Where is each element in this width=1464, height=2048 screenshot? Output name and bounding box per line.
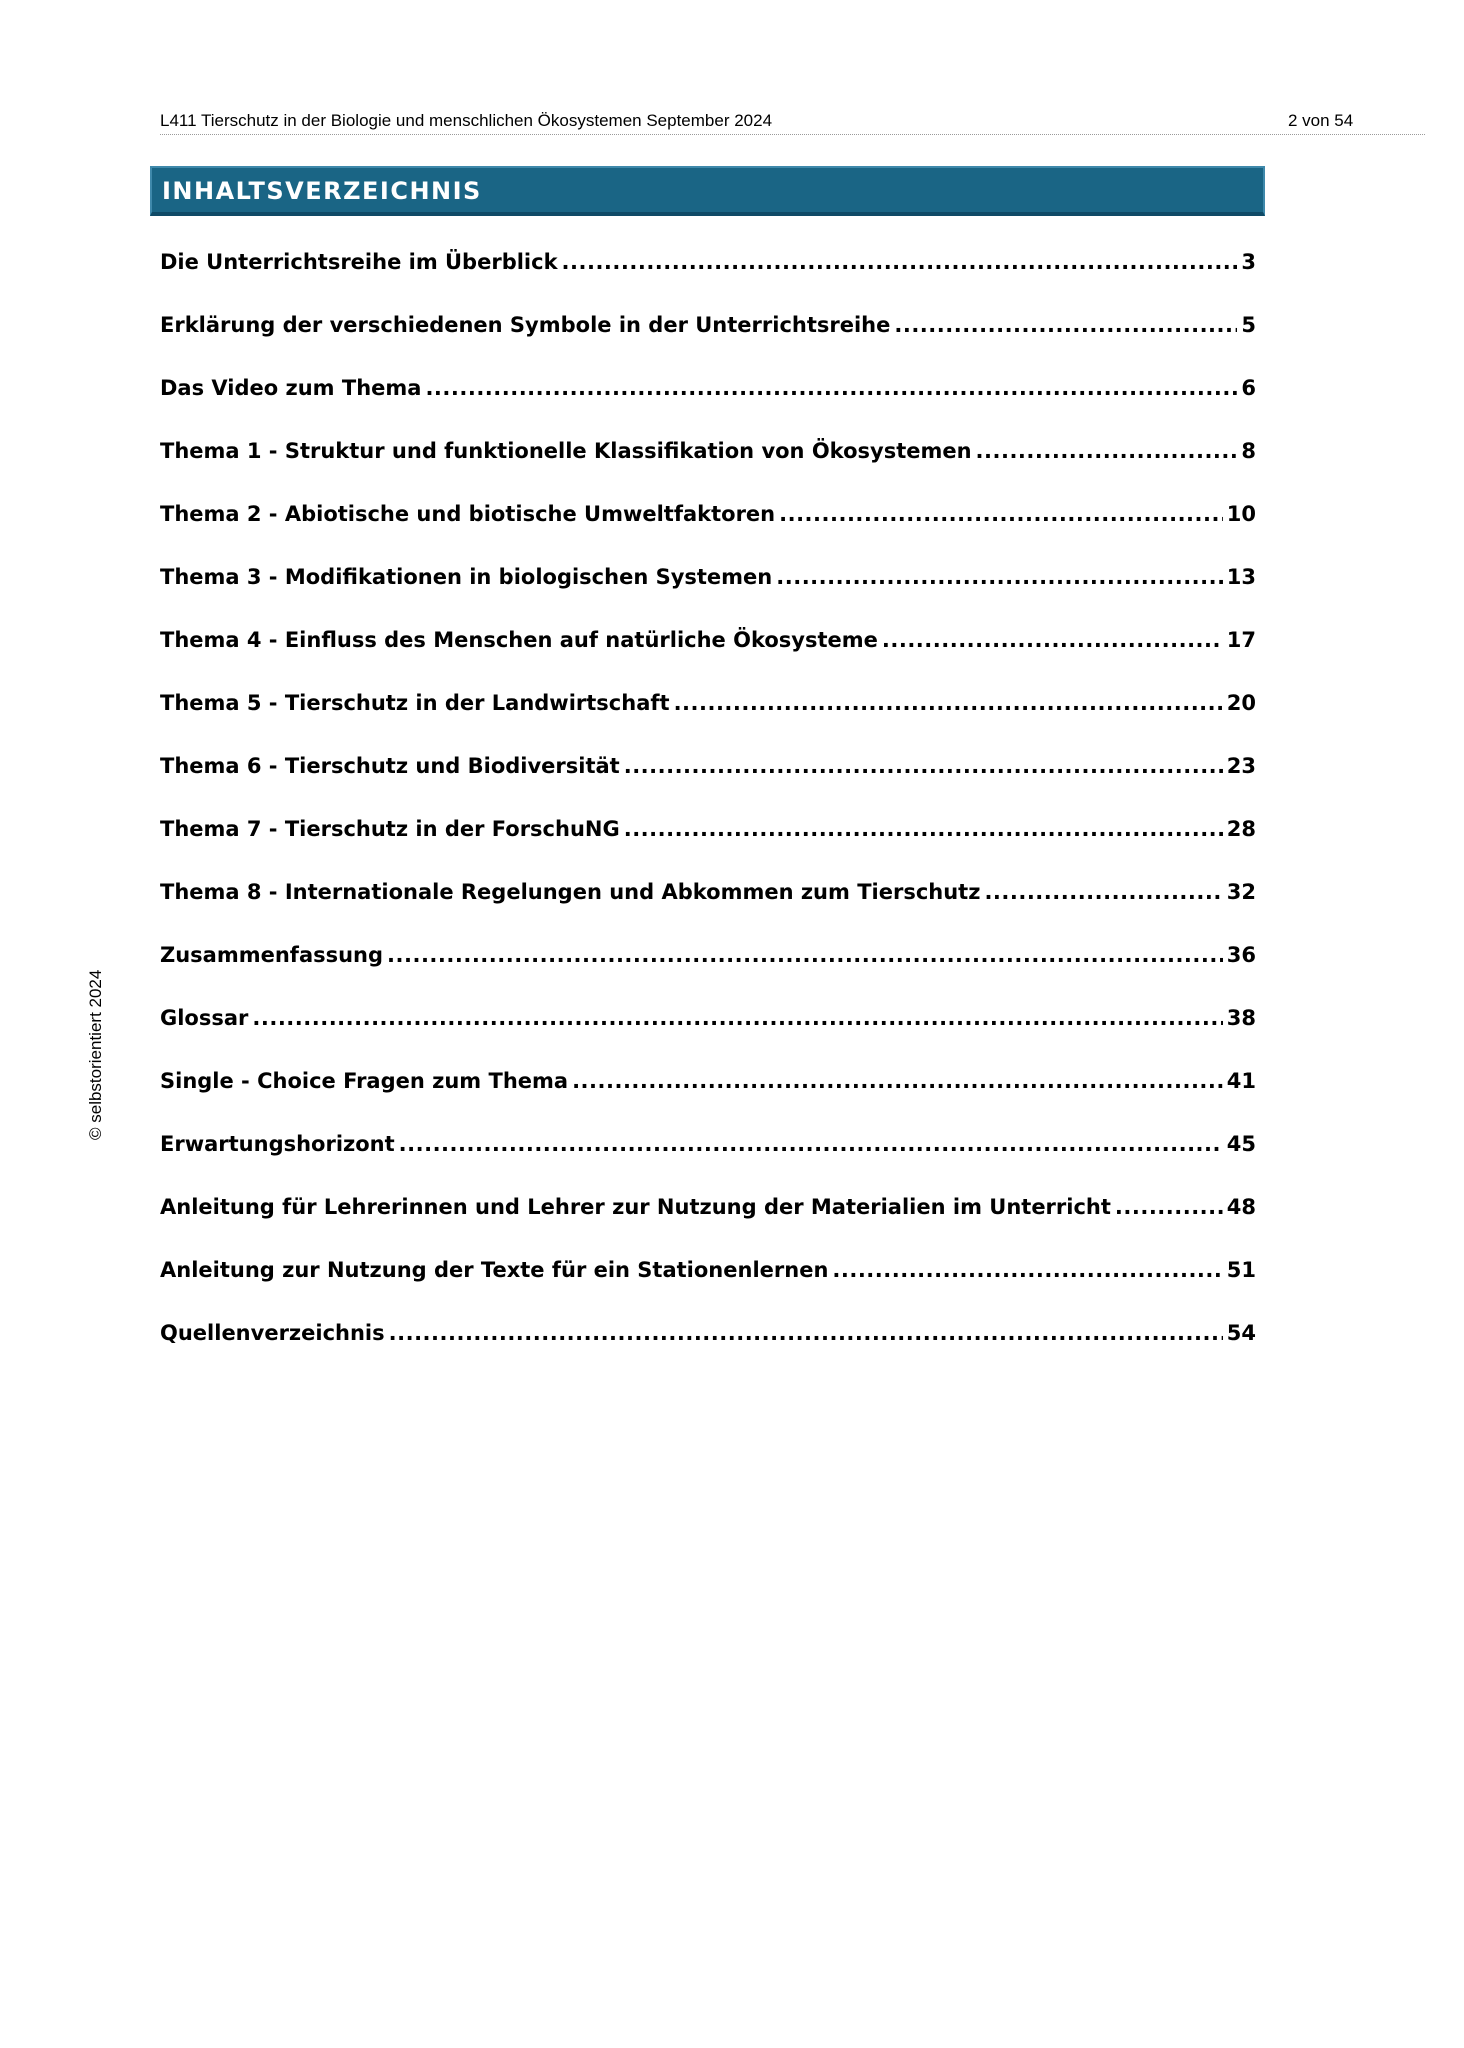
toc-entry-page: 36: [1226, 943, 1256, 967]
toc-entry-label: Thema 6 - Tierschutz und Biodiversität: [160, 754, 620, 778]
toc-entry-label: Zusammenfassung: [160, 943, 384, 967]
toc-entry-label: Thema 8 - Internationale Regelungen und Abkommen zum Tierschutz: [160, 880, 981, 904]
toc-entry-label: Single - Choice Fragen zum Thema: [160, 1069, 569, 1093]
toc-entry-label: Thema 4 - Einfluss des Menschen auf natürliche Ökosysteme: [160, 628, 878, 652]
toc-entry[interactable]: [160, 309, 1256, 372]
toc-dot-leader: [779, 498, 1223, 530]
toc-entry-page: 48: [1226, 1195, 1256, 1219]
toc-entry-label: Thema 5 - Tierschutz in der Landwirtschaft: [160, 691, 670, 715]
toc-entry-label: Thema 7 - Tierschutz in der ForschuNG: [160, 817, 620, 841]
page-indicator: 2 von 54: [1288, 111, 1354, 130]
toc-entry-label: Erklärung der verschiedenen Symbole in der Unterrichtsreihe: [160, 313, 891, 337]
toc-entry-label: Die Unterrichtsreihe im Überblick: [160, 250, 558, 274]
toc-entry[interactable]: [160, 939, 1256, 1002]
toc-entry-page: 54: [1226, 1321, 1256, 1345]
toc-entry-label: Das Video zum Thema: [160, 376, 422, 400]
toc-entry-page: 13: [1226, 565, 1256, 589]
toc-entry-label: Thema 2 - Abiotische und biotische Umweltfaktoren: [160, 502, 776, 526]
toc-entry[interactable]: [160, 372, 1256, 435]
toc-entry-page: 38: [1226, 1006, 1256, 1030]
toc-entry-page: 41: [1226, 1069, 1256, 1093]
toc-dot-leader: [399, 1128, 1223, 1160]
toc-dot-leader: [572, 1065, 1223, 1097]
toc-entry[interactable]: [160, 876, 1256, 939]
toc-dot-leader: [976, 435, 1238, 467]
toc-entry[interactable]: [160, 687, 1256, 750]
toc-dot-leader: [624, 750, 1223, 782]
toc-entry[interactable]: [160, 498, 1256, 561]
toc-entry-page: 20: [1226, 691, 1256, 715]
toc-entry-page: 17: [1226, 628, 1256, 652]
toc-entry[interactable]: [160, 1128, 1256, 1191]
toc-entry-page: 28: [1226, 817, 1256, 841]
toc-heading: INHALTSVERZEICHNIS: [162, 177, 482, 205]
toc-dot-leader: [425, 372, 1237, 404]
toc-entry-page: 8: [1241, 439, 1256, 463]
toc-dot-leader: [832, 1254, 1222, 1286]
toc-dot-leader: [389, 1317, 1223, 1349]
toc-dot-leader: [387, 939, 1223, 971]
toc-entry-label: Anleitung für Lehrerinnen und Lehrer zur Nutzung der Materialien im Unterricht: [160, 1195, 1111, 1219]
toc-dot-leader: [984, 876, 1222, 908]
table-of-contents: [160, 246, 1256, 1380]
toc-entry-label: Anleitung zur Nutzung der Texte für ein Stationenlernen: [160, 1258, 829, 1282]
toc-entry[interactable]: [160, 750, 1256, 813]
toc-dot-leader: [776, 561, 1223, 593]
toc-entry-page: 23: [1226, 754, 1256, 778]
toc-entry-page: 3: [1241, 250, 1256, 274]
toc-entry-label: Quellenverzeichnis: [160, 1321, 385, 1345]
toc-entry[interactable]: [160, 1254, 1256, 1317]
toc-entry[interactable]: [160, 561, 1256, 624]
toc-entry-page: 5: [1241, 313, 1256, 337]
toc-entry[interactable]: [160, 624, 1256, 687]
toc-entry-page: 45: [1226, 1132, 1256, 1156]
toc-entry-page: 10: [1226, 502, 1256, 526]
toc-entry[interactable]: [160, 1317, 1256, 1380]
toc-entry-label: Thema 3 - Modifikationen in biologischen Systemen: [160, 565, 773, 589]
toc-entry-label: Glossar: [160, 1006, 249, 1030]
toc-entry[interactable]: [160, 435, 1256, 498]
toc-dot-leader: [1115, 1191, 1223, 1223]
toc-dot-leader: [562, 246, 1238, 278]
toc-entry[interactable]: [160, 246, 1256, 309]
toc-entry-page: 32: [1226, 880, 1256, 904]
toc-entry-page: 6: [1241, 376, 1256, 400]
toc-heading-banner: [150, 166, 1265, 216]
header-title: L411 Tierschutz in der Biologie und menschlichen Ökosystemen September 2024: [160, 111, 773, 130]
toc-entry-page: 51: [1226, 1258, 1256, 1282]
toc-dot-leader: [882, 624, 1223, 656]
copyright-notice: © selbstorientiert 2024: [86, 969, 105, 1140]
toc-dot-leader: [624, 813, 1223, 845]
toc-entry[interactable]: [160, 813, 1256, 876]
toc-entry-label: Thema 1 - Struktur und funktionelle Klassifikation von Ökosystemen: [160, 439, 972, 463]
toc-dot-leader: [674, 687, 1223, 719]
toc-entry-label: Erwartungshorizont: [160, 1132, 395, 1156]
toc-entry[interactable]: [160, 1065, 1256, 1128]
toc-dot-leader: [252, 1002, 1222, 1034]
toc-entry[interactable]: [160, 1002, 1256, 1065]
page-header: [160, 108, 1425, 135]
toc-dot-leader: [894, 309, 1237, 341]
toc-entry[interactable]: [160, 1191, 1256, 1254]
